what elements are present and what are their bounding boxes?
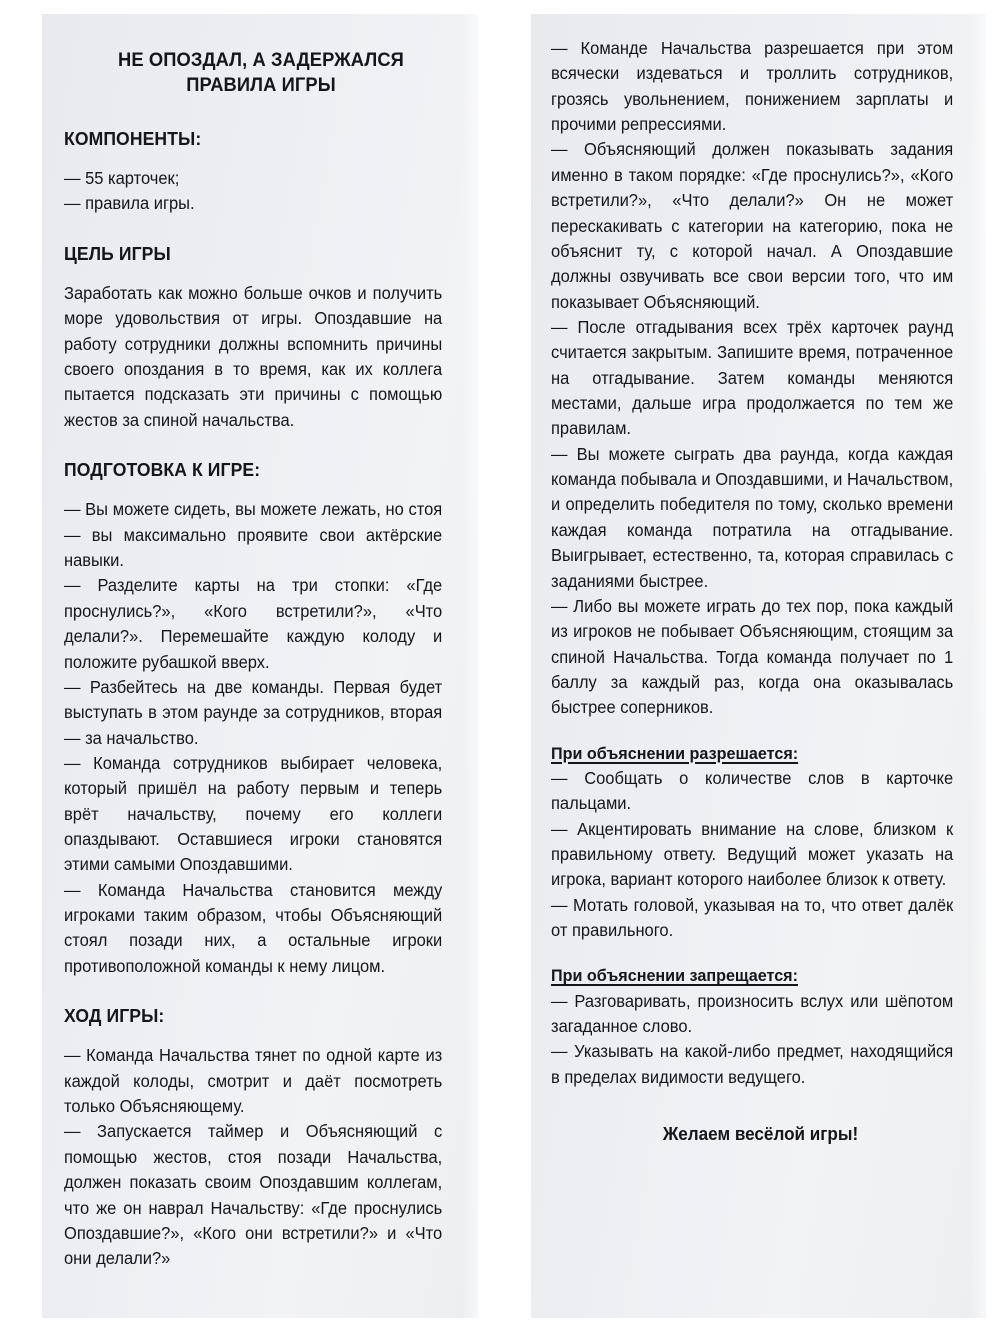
list-item: — Разговаривать, произносить вслух или шёпотом загаданное слово. [551,990,954,1037]
list-item: — Команда Начальства тянет по одной карте из каждой колоды, смотрит и даёт посмотреть только Объясняющему. [64,1045,443,1117]
list-item: — Запускается таймер и Объясняющий с помощью жестов, стоя позади Начальства, должен показать своим Опоздавшим коллегам, что же он наврал Начальству: «Где проснулись Опоздавшие?», «Кого они встретили?» и «Что они делали?» [64,1121,443,1269]
list-item: — Либо вы можете играть до тех пор, пока каждый из игроков не побывает Объясняющим, стоящим за спиной Начальства. Тогда команда получает по 1 баллу за каждый раз, когда она оказывалась быстрее соперников. [551,595,954,718]
list-item: — Указывать на какой-либо предмет, находящийся в пределах видимости ведущего. [551,1041,954,1087]
right-column-body [551,36,970,1145]
heading-forbidden: При объяснении запрещается: [551,966,798,986]
list-item: — правила игры. [64,193,195,214]
page-title [76,48,446,98]
list-item: — Объясняющий должен показывать задания именно в таком порядке: «Где проснулись?», «Кого встретили?», «Что делали?» Он не может перескакивать с категории на категорию, пока не объяснит ту, с которой начал. А Опоздавшие должны озвучивать все свои версии того, что им показывает Объясняющий. [551,139,954,312]
rules-page-left [42,14,478,1318]
closing-message: Желаем весёлой игры! [662,1124,859,1145]
list-item: — Разделите карты на три стопки: «Где проснулись?», «Кого встретили?», «Что делали?». Перемешайте каждую колоду и положите рубашкой вверх. [64,575,443,672]
heading-allowed: При объяснении разрешается: [551,743,799,763]
title-line-1: НЕ ОПОЗДАЛ, А ЗАДЕРЖАЛСЯ [118,49,404,71]
left-column-body [64,48,458,1272]
list-item: — Команде Начальства разрешается при этом всячески издеваться и троллить сотрудников, грозясь увольнением, понижением зарплаты и прочими репрессиями. [551,38,954,135]
heading-goal: ЦЕЛЬ ИГРЫ [64,242,171,264]
components-list [64,166,458,217]
list-item: — После отгадывания всех трёх карточек раунд считается закрытым. Запишите время, потраченное на отгадывание. Затем команды меняются местами, дальше игра продолжается по тем же правилам. [551,316,954,439]
list-item: — Акцентировать внимание на слове, близком к правильному ответу. Ведущий может указать на игрока, вариант которого наиболее близок к ответу. [551,818,954,890]
rules-page-right [531,14,986,1318]
list-item: — Вы можете сыграть два раунда, когда каждая команда побывала и Опоздавшими, и Начальством, и определить победителя по тому, сколько времени каждая команда потратила на отгадывание. Выигрывает, естественно, та, которая справилась с заданиями быстрее. [551,443,954,591]
list-item: — Команда Начальства становится между игроками таким образом, чтобы Объясняющий стоял позади них, а остальные игроки противоположной команды к нему лицом. [64,879,443,976]
list-item: — Вы можете сидеть, вы можете лежать, но стоя — вы максимально проявите свои актёрские навыки. [64,499,443,571]
list-item: — Разбейтесь на две команды. Первая будет выступать в этом раунде за сотрудников, вторая — за начальство. [64,676,443,748]
heading-components: КОМПОНЕНТЫ: [64,127,202,149]
list-item: — 55 карточек; [64,168,180,189]
list-item: — Сообщать о количестве слов в карточке пальцами. [551,767,954,814]
list-item: — Команда сотрудников выбирает человека, который пришёл на работу первым и теперь врёт начальству, почему его коллеги опаздывают. Оставшиеся игроки становятся этими самыми Опоздавшими. [64,752,443,875]
goal-paragraph: Заработать как можно больше очков и получить море удовольствия от игры. Опоздавшие на работу сотрудники должны вспомнить причины своего опоздания в то время, как их коллега пытается подсказать эти причины с помощью жестов за спиной начальства. [64,283,443,430]
title-line-2: ПРАВИЛА ИГРЫ [186,73,336,96]
heading-gameplay: ХОД ИГРЫ: [64,1005,165,1027]
heading-preparation: ПОДГОТОВКА К ИГРЕ: [64,459,261,481]
list-item: — Мотать головой, указывая на то, что ответ далёк от правильного. [551,894,954,941]
